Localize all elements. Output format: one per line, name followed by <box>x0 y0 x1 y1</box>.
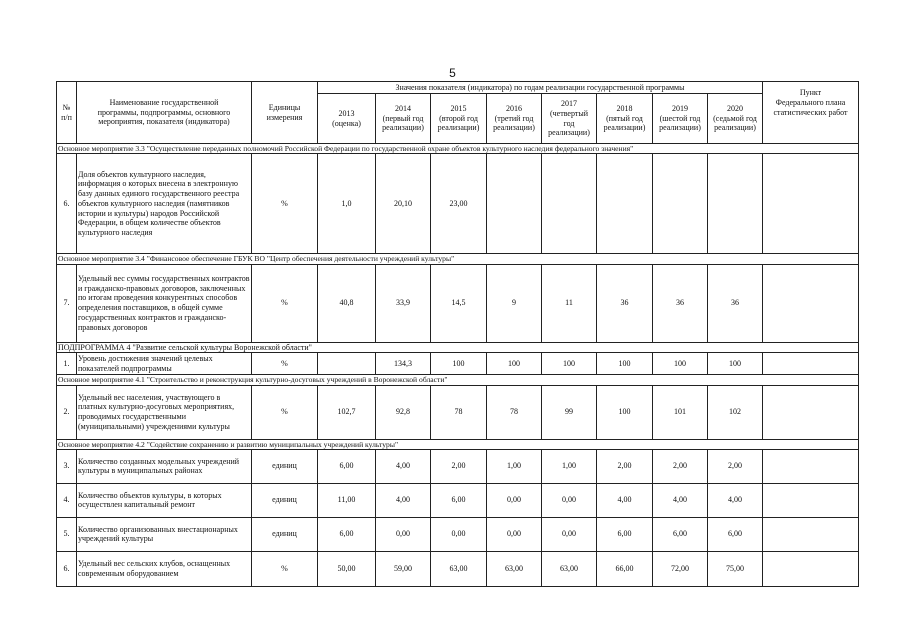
row-value: 4,00 <box>597 483 653 517</box>
table-row <box>57 385 859 439</box>
header-year: 2014 (первый год реализации) <box>376 94 431 144</box>
row-value: 50,00 <box>318 551 376 586</box>
row-value: 0,00 <box>542 483 597 517</box>
row-unit: % <box>252 385 318 439</box>
row-value: 99 <box>542 385 597 439</box>
table-row <box>57 353 859 375</box>
row-value: 14,5 <box>431 264 487 342</box>
row-value: 63,00 <box>542 551 597 586</box>
row-plan <box>763 353 859 375</box>
header-year: 2018 (пятый год реализации) <box>597 94 653 144</box>
row-value: 100 <box>431 353 487 375</box>
row-number: 1. <box>57 353 77 375</box>
header-year: 2015 (второй год реализации) <box>431 94 487 144</box>
row-value: 100 <box>597 353 653 375</box>
header-year: 2013 (оценка) <box>318 94 376 144</box>
row-unit: % <box>252 154 318 254</box>
row-value: 66,00 <box>597 551 653 586</box>
row-value <box>542 154 597 254</box>
row-value: 6,00 <box>318 449 376 483</box>
row-value: 1,00 <box>542 449 597 483</box>
row-value: 1,0 <box>318 154 376 254</box>
row-value: 72,00 <box>653 551 708 586</box>
subprogram-heading: ПОДПРОГРАММА 4 "Развитие сельской культуры Воронежской области" <box>57 342 859 353</box>
row-number: 6. <box>57 154 77 254</box>
row-value: 9 <box>487 264 542 342</box>
row-plan <box>763 154 859 254</box>
row-value: 63,00 <box>431 551 487 586</box>
row-name: Количество созданных модельных учреждений культуры в муниципальных районах <box>77 449 252 483</box>
header-name: Наименование государственной программы, подпрограммы, основного мероприятия, показателя (индикатора) <box>77 82 252 144</box>
row-value: 20,10 <box>376 154 431 254</box>
row-value: 1,00 <box>487 449 542 483</box>
row-value: 6,00 <box>708 517 763 551</box>
row-name: Количество организованных внестационарных учреждений культуры <box>77 517 252 551</box>
row-name: Доля объектов культурного наследия, информация о которых внесена в электронную базу данных единого государственного реестра объектов культурного наследия (памятников истории и культуры) народов Российской Федерации, в общем количестве объектов культурного наследия <box>77 154 252 254</box>
row-name: Количество объектов культуры, в которых осуществлен капитальный ремонт <box>77 483 252 517</box>
row-plan <box>763 517 859 551</box>
row-value: 2,00 <box>653 449 708 483</box>
row-value: 100 <box>542 353 597 375</box>
row-value: 0,00 <box>487 517 542 551</box>
row-value: 75,00 <box>708 551 763 586</box>
header-unit: Единицы измерения <box>252 82 318 144</box>
row-value: 0,00 <box>487 483 542 517</box>
row-plan <box>763 551 859 586</box>
table-row <box>57 483 859 517</box>
row-value: 4,00 <box>708 483 763 517</box>
row-value: 63,00 <box>487 551 542 586</box>
row-value: 4,00 <box>653 483 708 517</box>
row-value: 6,00 <box>318 517 376 551</box>
row-value: 100 <box>487 353 542 375</box>
header-year: 2016 (третий год реализации) <box>487 94 542 144</box>
row-value: 134,3 <box>376 353 431 375</box>
row-number: 4. <box>57 483 77 517</box>
row-unit: единиц <box>252 517 318 551</box>
row-unit: единиц <box>252 483 318 517</box>
table-row <box>57 551 859 586</box>
page-number: 5 <box>449 66 456 80</box>
row-value: 78 <box>431 385 487 439</box>
row-value: 0,00 <box>542 517 597 551</box>
header-num: № п/п <box>57 82 77 144</box>
row-value: 6,00 <box>653 517 708 551</box>
row-value: 2,00 <box>597 449 653 483</box>
row-value: 23,00 <box>431 154 487 254</box>
section-heading: Основное мероприятие 4.1 "Строительство и реконструкция культурно-досуговых учреждений в Воронежской области" <box>57 375 859 385</box>
row-unit: % <box>252 551 318 586</box>
row-value: 0,00 <box>376 517 431 551</box>
header-plan: Пункт Федерального плана статистических работ <box>763 82 859 144</box>
row-value: 100 <box>597 385 653 439</box>
row-value: 36 <box>708 264 763 342</box>
row-value: 6,00 <box>431 483 487 517</box>
row-unit: % <box>252 353 318 375</box>
row-value: 11,00 <box>318 483 376 517</box>
section-heading: Основное мероприятие 3.4 "Финансовое обеспечение ГБУК ВО "Центр обеспечения деятельности учреждений культуры" <box>57 254 859 264</box>
row-plan <box>763 449 859 483</box>
row-value: 36 <box>653 264 708 342</box>
row-number: 3. <box>57 449 77 483</box>
row-value <box>597 154 653 254</box>
row-value: 0,00 <box>431 517 487 551</box>
row-value: 4,00 <box>376 483 431 517</box>
header-values-group: Значения показателя (индикатора) по годам реализации государственной программы <box>318 82 763 94</box>
row-value: 102,7 <box>318 385 376 439</box>
row-value: 100 <box>708 353 763 375</box>
row-value <box>708 154 763 254</box>
table-row <box>57 264 859 342</box>
section-heading: Основное мероприятие 4.2 "Содействие сохранению и развитию муниципальных учреждений культуры" <box>57 439 859 449</box>
header-year: 2017 (четвертый год реализации) <box>542 94 597 144</box>
row-value <box>653 154 708 254</box>
row-plan <box>763 385 859 439</box>
row-unit: % <box>252 264 318 342</box>
row-name: Удельный вес суммы государственных контрактов и гражданско-правовых договоров, заключенных по итогам проведения конкурентных способов определения поставщиков, в общей сумме государственных контрактов и гражданско-правовых договоров <box>77 264 252 342</box>
row-plan <box>763 264 859 342</box>
row-value: 92,8 <box>376 385 431 439</box>
row-value: 59,00 <box>376 551 431 586</box>
row-number: 2. <box>57 385 77 439</box>
row-value: 33,9 <box>376 264 431 342</box>
table-row <box>57 449 859 483</box>
row-value: 102 <box>708 385 763 439</box>
row-value: 2,00 <box>431 449 487 483</box>
table-row <box>57 154 859 254</box>
table-row <box>57 517 859 551</box>
row-plan <box>763 483 859 517</box>
row-value: 101 <box>653 385 708 439</box>
row-number: 6. <box>57 551 77 586</box>
row-value: 6,00 <box>597 517 653 551</box>
row-unit: единиц <box>252 449 318 483</box>
row-name: Удельный вес населения, участвующего в платных культурно-досуговых мероприятиях, проводимых государственными (муниципальными) учреждениями культуры <box>77 385 252 439</box>
row-value: 11 <box>542 264 597 342</box>
section-heading: Основное мероприятие 3.3 "Осуществление переданных полномочий Российской Федерации по государственной охране объектов культурного наследия федерального значения" <box>57 144 859 154</box>
row-name: Удельный вес сельских клубов, оснащенных современным оборудованием <box>77 551 252 586</box>
row-value: 2,00 <box>708 449 763 483</box>
row-value: 36 <box>597 264 653 342</box>
row-name: Уровень достижения значений целевых показателей подпрограммы <box>77 353 252 375</box>
header-year: 2019 (шестой год реализации) <box>653 94 708 144</box>
row-value <box>487 154 542 254</box>
row-number: 5. <box>57 517 77 551</box>
header-year: 2020 (седьмой год реализации) <box>708 94 763 144</box>
indicators-table <box>56 81 859 587</box>
row-value: 100 <box>653 353 708 375</box>
row-value <box>318 353 376 375</box>
row-number: 7. <box>57 264 77 342</box>
row-value: 78 <box>487 385 542 439</box>
row-value: 40,8 <box>318 264 376 342</box>
row-value: 4,00 <box>376 449 431 483</box>
